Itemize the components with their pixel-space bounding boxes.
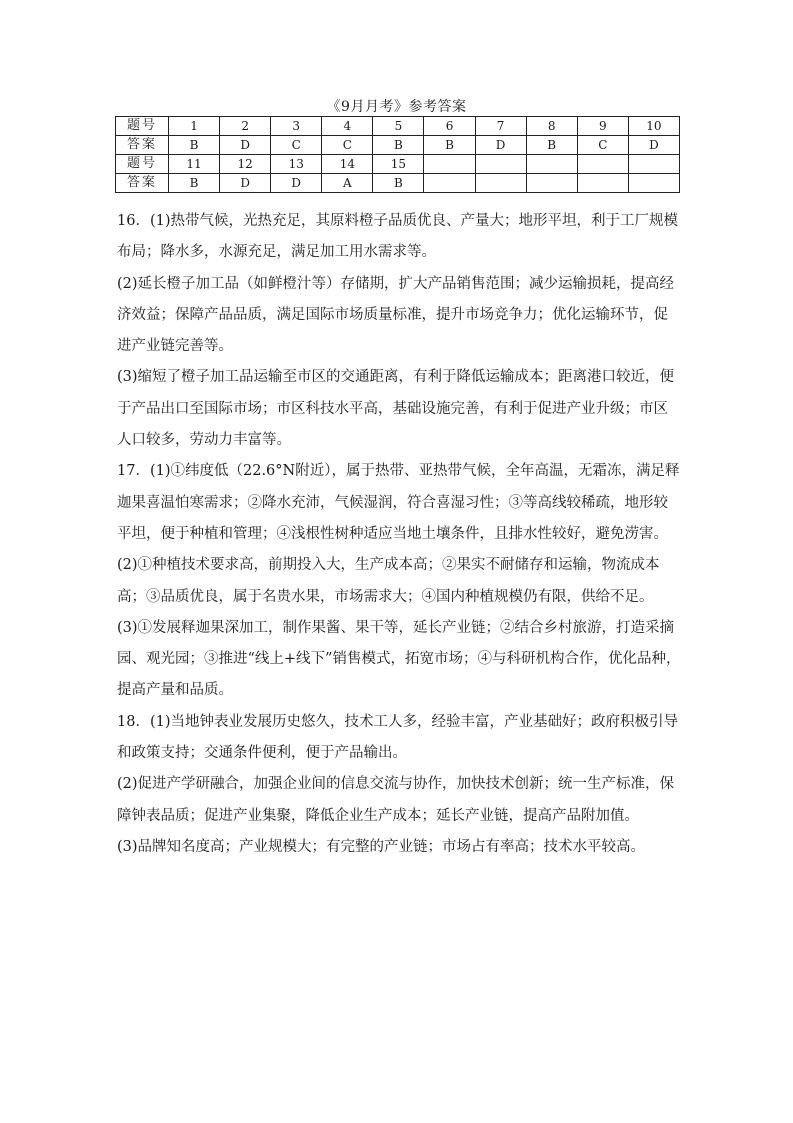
row-header: 题号 [116, 155, 169, 174]
table-cell [577, 155, 628, 174]
answer-table [115, 116, 680, 193]
table-cell [424, 174, 475, 193]
table-cell: D [271, 174, 322, 193]
table-cell [628, 174, 679, 193]
table-cell: 4 [322, 117, 373, 136]
table-cell: 15 [373, 155, 424, 174]
answer-paragraph: (3)品牌知名度高；产业规模大；有完整的产业链；市场占有率高；技术水平较高。 [117, 838, 646, 855]
table-cell: 14 [322, 155, 373, 174]
table-cell: 3 [271, 117, 322, 136]
answer-paragraph: (2)促进产学研融合，加强企业间的信息交流与协作，加快技术创新；统一生产标准，保障钟表品质；促进产业集聚，降低企业生产成本；延长产业链，提高产品附加值。 [117, 776, 675, 824]
table-cell: D [475, 136, 526, 155]
table-cell: 9 [577, 117, 628, 136]
table-cell: B [169, 174, 220, 193]
table-cell: B [169, 136, 220, 155]
table-cell: C [577, 136, 628, 155]
table-cell: D [628, 136, 679, 155]
table-cell: C [271, 136, 322, 155]
table-cell: 13 [271, 155, 322, 174]
table-cell: 5 [373, 117, 424, 136]
table-cell: 8 [526, 117, 577, 136]
answer-paragraph: (2)延长橙子加工品（如鲜橙汁等）存储期，扩大产品销售范围；减少运输损耗，提高经济效益；保障产品品质，满足国际市场质量标准，提升市场竞争力；优化运输环节，促进产业链完善等。 [117, 275, 675, 355]
answer-explanations [117, 206, 682, 863]
table-row [116, 136, 680, 155]
table-cell: B [424, 136, 475, 155]
table-cell [475, 174, 526, 193]
table-cell: D [220, 136, 271, 155]
answer-paragraph: 17．(1)①纬度低（22.6°N附近），属于热带、亚热带气候，全年高温，无霜冻，满足释迦果喜温怕寒需求；②降水充沛，气候湿润，符合喜湿习性；③等高线较稀疏，地形较平坦，便于种植和管理；④浅根性树种适应当地土壤条件，且排水性较好，避免涝害。 [117, 463, 680, 542]
page-title: 《9月月考》参考答案 [326, 99, 467, 115]
table-cell: 10 [628, 117, 679, 136]
table-cell: 11 [169, 155, 220, 174]
table-cell: B [373, 174, 424, 193]
table-cell [475, 155, 526, 174]
answer-paragraph: 18．(1)当地钟表业发展历史悠久，技术工人多，经验丰富，产业基础好；政府积极引导和政策支持；交通条件便利，便于产品输出。 [117, 713, 678, 762]
table-cell: B [373, 136, 424, 155]
table-cell: C [322, 136, 373, 155]
table-cell: 1 [169, 117, 220, 136]
answer-paragraph: (3)缩短了橙子加工品运输至市区的交通距离，有利于降低运输成本；距离港口较近，便于产品出口至国际市场；市区科技水平高，基础设施完善，有利于促进产业升级；市区人口较多，劳动力丰富等。 [117, 369, 675, 449]
table-cell [628, 155, 679, 174]
table-cell: 2 [220, 117, 271, 136]
table-cell [526, 155, 577, 174]
answer-paragraph: 16．(1)热带气候，光热充足，其原料橙子品质优良、产量大；地形平坦，利于工厂规模布局；降水多，水源充足，满足加工用水需求等。 [117, 213, 678, 261]
answer-paragraph: (3)①发展释迦果深加工，制作果酱、果干等，延长产业链；②结合乡村旅游，打造采摘园、观光园；③推进“线上+线下”销售模式，拓宽市场；④与科研机构合作，优化品种，提高产量和品质。 [117, 619, 681, 699]
table-cell: D [220, 174, 271, 193]
row-header: 答案 [116, 174, 169, 193]
table-cell: A [322, 174, 373, 193]
table-cell [526, 174, 577, 193]
table-cell [577, 174, 628, 193]
row-header: 题号 [116, 117, 169, 136]
table-row [116, 117, 680, 136]
table-cell [424, 155, 475, 174]
table-row [116, 155, 680, 174]
answer-paragraph: (2)①种植技术要求高，前期投入大，生产成本高；②果实不耐储存和运输，物流成本高；③品质优良，属于名贵水果，市场需求大；④国内种植规模仍有限，供给不足。 [117, 557, 660, 605]
table-cell: 6 [424, 117, 475, 136]
table-row [116, 174, 680, 193]
row-header: 答案 [116, 136, 169, 155]
table-cell: B [526, 136, 577, 155]
table-cell: 12 [220, 155, 271, 174]
table-cell: 7 [475, 117, 526, 136]
